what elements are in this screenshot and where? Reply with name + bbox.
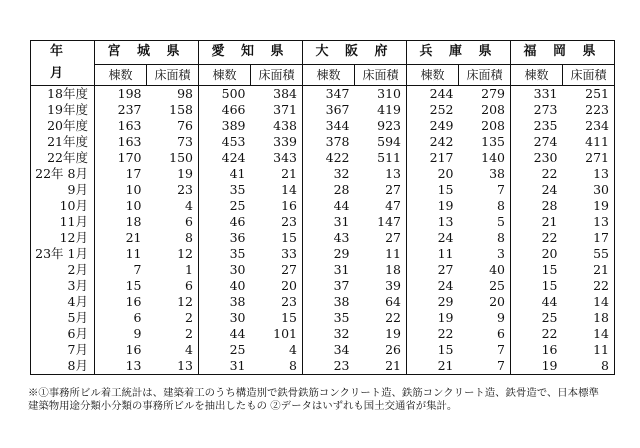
floor-area-cell: 4 — [185, 342, 193, 357]
buildings-cell: 31 — [303, 214, 355, 230]
floor-area-cell: 23 — [281, 214, 297, 229]
buildings-cell: 32 — [303, 326, 355, 342]
floor-area-cell: 30 — [563, 182, 615, 198]
floor-area-cell: 6 — [185, 214, 193, 229]
row-period-label: 7月 — [31, 342, 95, 358]
buildings-cell: 21 — [407, 358, 459, 375]
row-period-label: 22年 8月 — [31, 166, 95, 182]
floor-area-cell: 8 — [185, 230, 193, 245]
floor-area-cell: 7 — [459, 358, 511, 375]
year-month-header: 年 月 — [31, 41, 95, 86]
buildings-cell: 19 — [511, 358, 563, 375]
buildings-header: 棟数 — [511, 64, 563, 85]
row-period-label: 21年度 — [31, 134, 95, 150]
table-row — [31, 230, 615, 246]
floor-area-cell: 21 — [281, 166, 297, 181]
floor-area-cell: 343 — [273, 150, 297, 165]
table-row — [31, 102, 615, 118]
buildings-cell: 18 — [95, 214, 147, 230]
floor-area-cell: 339 — [273, 134, 297, 149]
floor-area-cell: 419 — [377, 102, 401, 117]
buildings-cell: 344 — [303, 118, 355, 134]
row-period-label: 6月 — [31, 326, 95, 342]
buildings-cell: 422 — [303, 150, 355, 166]
office-construction-table — [30, 40, 615, 375]
floor-area-cell: 76 — [177, 118, 193, 133]
buildings-cell: 15 — [407, 342, 459, 358]
table-row — [31, 358, 615, 375]
buildings-cell: 25 — [199, 198, 251, 214]
buildings-cell: 17 — [95, 166, 147, 182]
buildings-cell: 30 — [199, 262, 251, 278]
floor-area-cell: 223 — [563, 102, 615, 118]
buildings-cell: 170 — [95, 150, 147, 166]
floor-area-cell: 4 — [289, 342, 297, 357]
table-row — [31, 342, 615, 358]
buildings-cell: 44 — [511, 294, 563, 310]
row-period-label: 8月 — [31, 358, 95, 375]
floor-area-cell: 1 — [185, 262, 193, 277]
row-period-label: 18年度 — [31, 86, 95, 103]
floor-area-cell: 15 — [281, 310, 297, 325]
table-row — [31, 278, 615, 294]
buildings-cell: 252 — [407, 102, 459, 118]
buildings-cell: 13 — [95, 358, 147, 375]
floor-area-cell: 11 — [563, 342, 615, 358]
buildings-cell: 9 — [95, 326, 147, 342]
floor-area-cell: 16 — [281, 198, 297, 213]
buildings-cell: 24 — [511, 182, 563, 198]
floor-area-cell: 594 — [377, 134, 401, 149]
buildings-cell: 7 — [95, 262, 147, 278]
row-period-label: 22年度 — [31, 150, 95, 166]
floor-area-cell: 251 — [563, 86, 615, 103]
floor-area-cell: 12 — [177, 294, 193, 309]
buildings-cell: 46 — [199, 214, 251, 230]
buildings-cell: 35 — [303, 310, 355, 326]
floor-area-cell: 2 — [185, 326, 193, 341]
floor-area-cell: 8 — [497, 230, 505, 245]
floor-area-cell: 26 — [385, 342, 401, 357]
buildings-cell: 21 — [511, 214, 563, 230]
buildings-cell: 230 — [511, 150, 563, 166]
buildings-cell: 389 — [199, 118, 251, 134]
floor-area-cell: 22 — [385, 310, 401, 325]
buildings-header: 棟数 — [199, 64, 251, 85]
row-period-label: 5月 — [31, 310, 95, 326]
buildings-cell: 15 — [95, 278, 147, 294]
table-row — [31, 310, 615, 326]
buildings-cell: 347 — [303, 86, 355, 103]
floor-area-cell: 3 — [497, 246, 505, 261]
floor-area-cell: 21 — [563, 262, 615, 278]
buildings-cell: 424 — [199, 150, 251, 166]
table-row — [31, 326, 615, 342]
floor-area-cell: 25 — [489, 278, 505, 293]
floor-area-cell: 271 — [563, 150, 615, 166]
floor-area-cell: 23 — [281, 294, 297, 309]
floor-area-cell: 208 — [481, 102, 505, 117]
buildings-cell: 466 — [199, 102, 251, 118]
buildings-cell: 35 — [199, 182, 251, 198]
buildings-cell: 44 — [303, 198, 355, 214]
buildings-cell: 244 — [407, 86, 459, 103]
floor-area-cell: 511 — [377, 150, 401, 165]
buildings-cell: 15 — [407, 182, 459, 198]
buildings-cell: 25 — [511, 310, 563, 326]
floor-area-cell: 5 — [497, 214, 505, 229]
prefecture-header-osaka: 大 阪 府 — [303, 41, 407, 65]
table-row — [31, 198, 615, 214]
metric-header-row — [31, 64, 615, 85]
floor-area-cell: 21 — [355, 358, 407, 375]
floor-area-cell: 7 — [497, 342, 505, 357]
buildings-cell: 41 — [199, 166, 251, 182]
buildings-cell: 29 — [407, 294, 459, 310]
buildings-cell: 237 — [95, 102, 147, 118]
floor-area-cell: 8 — [497, 198, 505, 213]
floor-area-cell: 27 — [385, 182, 401, 197]
table-row — [31, 214, 615, 230]
floor-area-cell: 20 — [281, 278, 297, 293]
floor-area-cell: 14 — [563, 326, 615, 342]
prefecture-header-miyagi: 宮 城 県 — [95, 41, 199, 65]
buildings-cell: 20 — [511, 246, 563, 262]
floor-area-cell: 14 — [281, 182, 297, 197]
buildings-cell: 378 — [303, 134, 355, 150]
buildings-cell: 25 — [199, 342, 251, 358]
floor-area-header: 床面積 — [355, 64, 407, 85]
prefecture-header-aichi: 愛 知 県 — [199, 41, 303, 65]
buildings-cell: 22 — [407, 326, 459, 342]
floor-area-cell: 150 — [169, 150, 193, 165]
buildings-cell: 29 — [303, 246, 355, 262]
floor-area-cell: 27 — [281, 262, 297, 277]
floor-area-cell: 15 — [281, 230, 297, 245]
buildings-cell: 24 — [407, 278, 459, 294]
floor-area-cell: 8 — [251, 358, 303, 375]
buildings-cell: 22 — [511, 230, 563, 246]
buildings-cell: 163 — [95, 134, 147, 150]
floor-area-cell: 40 — [489, 262, 505, 277]
buildings-cell: 38 — [303, 294, 355, 310]
floor-area-cell: 6 — [497, 326, 505, 341]
buildings-cell: 16 — [95, 294, 147, 310]
floor-area-header: 床面積 — [147, 64, 199, 85]
floor-area-cell: 22 — [563, 278, 615, 294]
floor-area-cell: 12 — [177, 246, 193, 261]
buildings-cell: 36 — [199, 230, 251, 246]
floor-area-cell: 7 — [497, 182, 505, 197]
buildings-cell: 37 — [303, 278, 355, 294]
row-period-label: 23年 1月 — [31, 246, 95, 262]
buildings-cell: 242 — [407, 134, 459, 150]
floor-area-cell: 147 — [377, 214, 401, 229]
floor-area-cell: 411 — [563, 134, 615, 150]
floor-area-cell: 438 — [273, 118, 297, 133]
table-body — [31, 86, 615, 375]
floor-area-cell: 101 — [273, 326, 297, 341]
buildings-cell: 500 — [199, 86, 251, 103]
prefecture-header-fukuoka: 福 岡 県 — [511, 41, 615, 65]
floor-area-cell: 234 — [563, 118, 615, 134]
buildings-cell: 10 — [95, 182, 147, 198]
prefecture-header-hyogo: 兵 庫 県 — [407, 41, 511, 65]
floor-area-header: 床面積 — [251, 64, 303, 85]
floor-area-cell: 18 — [385, 262, 401, 277]
buildings-cell: 35 — [199, 246, 251, 262]
floor-area-cell: 64 — [385, 294, 401, 309]
buildings-cell: 331 — [511, 86, 563, 103]
buildings-cell: 16 — [95, 342, 147, 358]
floor-area-cell: 13 — [385, 166, 401, 181]
buildings-header: 棟数 — [95, 64, 147, 85]
buildings-cell: 21 — [95, 230, 147, 246]
buildings-cell: 13 — [407, 214, 459, 230]
floor-area-cell: 98 — [177, 86, 193, 101]
floor-area-cell: 158 — [169, 102, 193, 117]
buildings-cell: 40 — [199, 278, 251, 294]
footnote-line-1: ※①事務所ビル着工統計は、建築着工のうち構造別で鉄骨鉄筋コンクリート造、鉄筋コンクリート造、鉄骨造で、日本標準 — [28, 387, 599, 399]
floor-area-cell: 38 — [489, 166, 505, 181]
buildings-cell: 38 — [199, 294, 251, 310]
row-period-label: 3月 — [31, 278, 95, 294]
buildings-cell: 20 — [407, 166, 459, 182]
floor-area-cell: 19 — [385, 326, 401, 341]
buildings-cell: 30 — [199, 310, 251, 326]
floor-area-cell: 4 — [185, 198, 193, 213]
floor-area-cell: 208 — [481, 118, 505, 133]
floor-area-cell: 371 — [273, 102, 297, 117]
floor-area-header: 床面積 — [459, 64, 511, 85]
buildings-cell: 235 — [511, 118, 563, 134]
floor-area-cell: 9 — [497, 310, 505, 325]
floor-area-cell: 19 — [177, 166, 193, 181]
floor-area-cell: 55 — [563, 246, 615, 262]
floor-area-cell: 33 — [281, 246, 297, 261]
floor-area-cell: 73 — [177, 134, 193, 149]
table-row — [31, 134, 615, 150]
buildings-cell: 15 — [511, 262, 563, 278]
buildings-header: 棟数 — [303, 64, 355, 85]
buildings-cell: 44 — [199, 326, 251, 342]
buildings-cell: 163 — [95, 118, 147, 134]
floor-area-cell: 13 — [147, 358, 199, 375]
floor-area-cell: 13 — [563, 214, 615, 230]
buildings-cell: 10 — [95, 198, 147, 214]
table-row — [31, 118, 615, 134]
buildings-cell: 43 — [303, 230, 355, 246]
buildings-cell: 11 — [95, 246, 147, 262]
row-period-label: 4月 — [31, 294, 95, 310]
floor-area-cell: 23 — [177, 182, 193, 197]
floor-area-cell: 11 — [385, 246, 401, 261]
buildings-cell: 23 — [303, 358, 355, 375]
table-row — [31, 182, 615, 198]
row-period-label: 9月 — [31, 182, 95, 198]
buildings-cell: 198 — [95, 86, 147, 103]
table-row — [31, 246, 615, 262]
buildings-cell: 24 — [407, 230, 459, 246]
floor-area-cell: 39 — [385, 278, 401, 293]
floor-area-cell: 6 — [185, 278, 193, 293]
buildings-cell: 28 — [511, 198, 563, 214]
table-row — [31, 166, 615, 182]
buildings-cell: 15 — [511, 278, 563, 294]
floor-area-cell: 140 — [481, 150, 505, 165]
floor-area-header: 床面積 — [563, 64, 615, 85]
buildings-cell: 217 — [407, 150, 459, 166]
footnote-line-2: 建築物用途分類小分類の事務所ビルを抽出したもの ②データはいずれも国土交通省が集計。 — [28, 400, 458, 412]
buildings-cell: 22 — [511, 326, 563, 342]
floor-area-cell: 47 — [385, 198, 401, 213]
floor-area-cell: 18 — [563, 310, 615, 326]
floor-area-cell: 13 — [563, 166, 615, 182]
buildings-cell: 19 — [407, 198, 459, 214]
floor-area-cell: 20 — [489, 294, 505, 309]
buildings-cell: 273 — [511, 102, 563, 118]
row-period-label: 12月 — [31, 230, 95, 246]
buildings-cell: 19 — [407, 310, 459, 326]
buildings-cell: 274 — [511, 134, 563, 150]
row-period-label: 2月 — [31, 262, 95, 278]
row-period-label: 11月 — [31, 214, 95, 230]
floor-area-cell: 279 — [481, 86, 505, 101]
floor-area-cell: 27 — [385, 230, 401, 245]
table-row — [31, 150, 615, 166]
floor-area-cell: 135 — [481, 134, 505, 149]
floor-area-cell: 8 — [563, 358, 615, 375]
floor-area-cell: 14 — [563, 294, 615, 310]
buildings-cell: 31 — [199, 358, 251, 375]
buildings-cell: 31 — [303, 262, 355, 278]
floor-area-cell: 310 — [377, 86, 401, 101]
prefecture-header-row — [31, 41, 615, 65]
buildings-cell: 6 — [95, 310, 147, 326]
buildings-cell: 453 — [199, 134, 251, 150]
buildings-cell: 22 — [511, 166, 563, 182]
buildings-header: 棟数 — [407, 64, 459, 85]
row-period-label: 19年度 — [31, 102, 95, 118]
floor-area-cell: 923 — [377, 118, 401, 133]
buildings-cell: 32 — [303, 166, 355, 182]
buildings-cell: 367 — [303, 102, 355, 118]
footnote — [28, 387, 628, 413]
row-period-label: 10月 — [31, 198, 95, 214]
row-period-label: 20年度 — [31, 118, 95, 134]
buildings-cell: 11 — [407, 246, 459, 262]
buildings-cell: 249 — [407, 118, 459, 134]
table-row — [31, 86, 615, 103]
floor-area-cell: 2 — [185, 310, 193, 325]
floor-area-cell: 384 — [273, 86, 297, 101]
table-row — [31, 294, 615, 310]
table-row — [31, 262, 615, 278]
buildings-cell: 28 — [303, 182, 355, 198]
buildings-cell: 34 — [303, 342, 355, 358]
floor-area-cell: 17 — [563, 230, 615, 246]
buildings-cell: 16 — [511, 342, 563, 358]
buildings-cell: 27 — [407, 262, 459, 278]
floor-area-cell: 19 — [563, 198, 615, 214]
